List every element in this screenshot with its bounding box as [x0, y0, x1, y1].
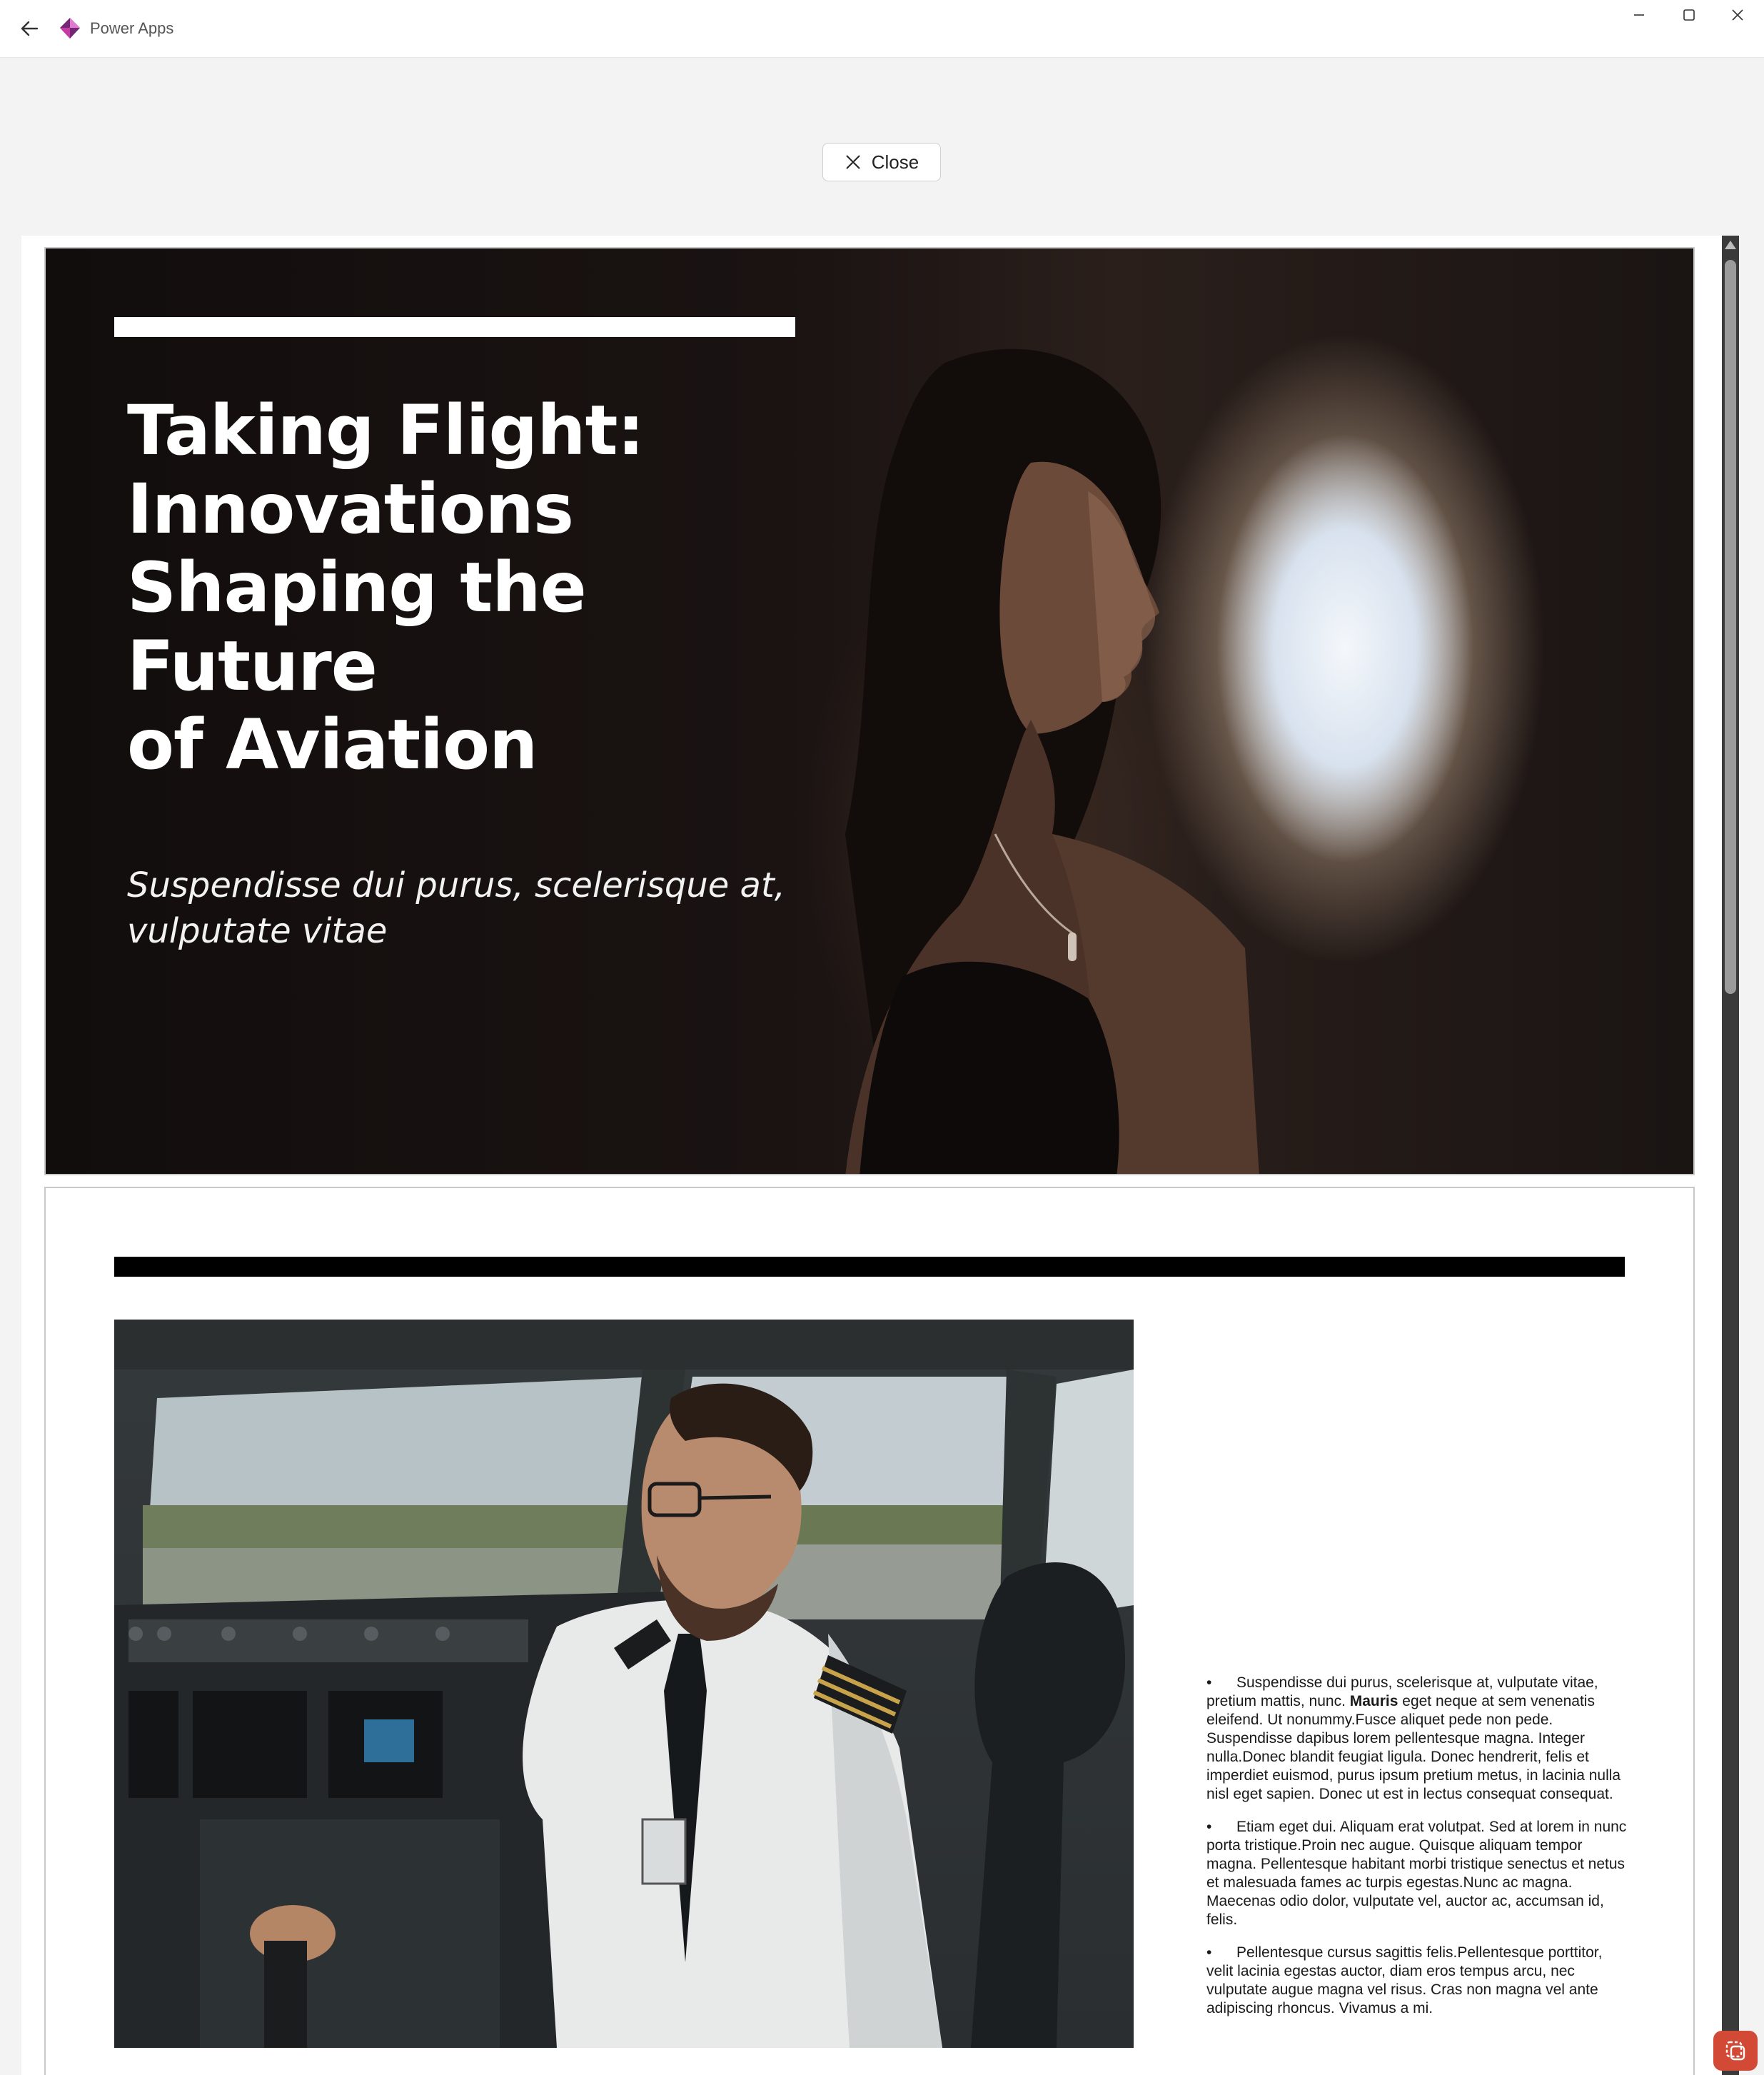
bullet-bold-text: Mauris — [1349, 1693, 1398, 1709]
cover-subtitle-line: Suspendisse dui purus, scelerisque at, — [127, 865, 786, 905]
bullet-paragraph — [1206, 1818, 1628, 1929]
bullet-mark: • — [1206, 1819, 1212, 1835]
cover-subtitle — [127, 863, 812, 954]
close-button[interactable] — [822, 143, 941, 181]
title-bar — [0, 0, 1764, 58]
close-button-label: Close — [871, 151, 919, 173]
cover-heading-line: of Aviation — [127, 705, 538, 785]
bullet-text: eget neque at sem venenatis eleifend. Ut nonummy.Fusce aliquet pede non pede. Suspendisse dapibus lorem pellentesque magna. Integer nulla.Donec blandit feugiat ligula. Donec hendrerit, felis et imperdiet euismod, purus ipsum pretium metus, in lacinia nulla nisl eget sapien. Donec ut est in lectus consequat consequat. — [1206, 1693, 1621, 1802]
cover-heading-line: Shaping the Future — [127, 548, 586, 706]
maximize-icon[interactable] — [1668, 4, 1710, 26]
cover-accent-bar — [114, 317, 795, 337]
document-viewer[interactable] — [21, 236, 1723, 2075]
back-arrow-icon[interactable] — [16, 14, 44, 43]
app-title: Power Apps — [90, 19, 174, 37]
screenshot-capture-button[interactable] — [1713, 2031, 1758, 2071]
cover-subtitle-line: vulputate vitae — [127, 911, 388, 951]
close-icon — [845, 154, 862, 171]
cockpit-photo-pilot — [114, 1320, 1134, 2048]
bullet-text: Pellentesque cursus sagittis felis.Pellentesque porttitor, velit lacinia egestas auctor, diam eros tempus arcu, nec vulputate augue magna vel risus. Cras non magna vel ante adipiscing rhoncus. Vivamus a mi. — [1206, 1944, 1603, 2016]
bullet-mark: • — [1206, 1944, 1212, 1961]
document-page-cover — [44, 247, 1695, 1175]
content-bullet-list — [1206, 1674, 1628, 2032]
bullet-paragraph — [1206, 1944, 1628, 2018]
bullet-mark: • — [1206, 1674, 1212, 1691]
scrollbar-thumb[interactable] — [1725, 260, 1736, 994]
bullet-text: Etiam eget dui. Aliquam erat volutpat. Sed at lorem in nunc porta tristique.Proin nec augue. Quisque aliquam tempor magna. Pellentesque habitant morbi tristique senectus et netus et malesuada fames ac turpis egestas.Nunc ac magna. Maecenas odio dolor, vulputate vel, auctor ac, accumsan id, felis. — [1206, 1819, 1627, 1928]
cover-heading — [127, 391, 812, 784]
cover-heading-line: Taking Flight: — [127, 391, 644, 471]
bullet-text: Suspendisse dui purus, scelerisque at, vulputate vitae, pretium mattis, nunc. — [1206, 1674, 1598, 1709]
cover-photo-woman-window — [817, 334, 1259, 1175]
window-close-icon[interactable] — [1716, 4, 1759, 26]
document-page-content — [44, 1187, 1695, 2075]
cover-heading-line: Innovations — [127, 469, 573, 549]
content-accent-bar — [114, 1257, 1625, 1277]
bullet-paragraph — [1206, 1674, 1628, 1804]
scroll-up-arrow-icon[interactable] — [1723, 238, 1738, 251]
screenshot-capture-icon — [1723, 2039, 1748, 2063]
minimize-icon[interactable] — [1618, 4, 1660, 26]
power-apps-logo-icon — [57, 16, 83, 41]
